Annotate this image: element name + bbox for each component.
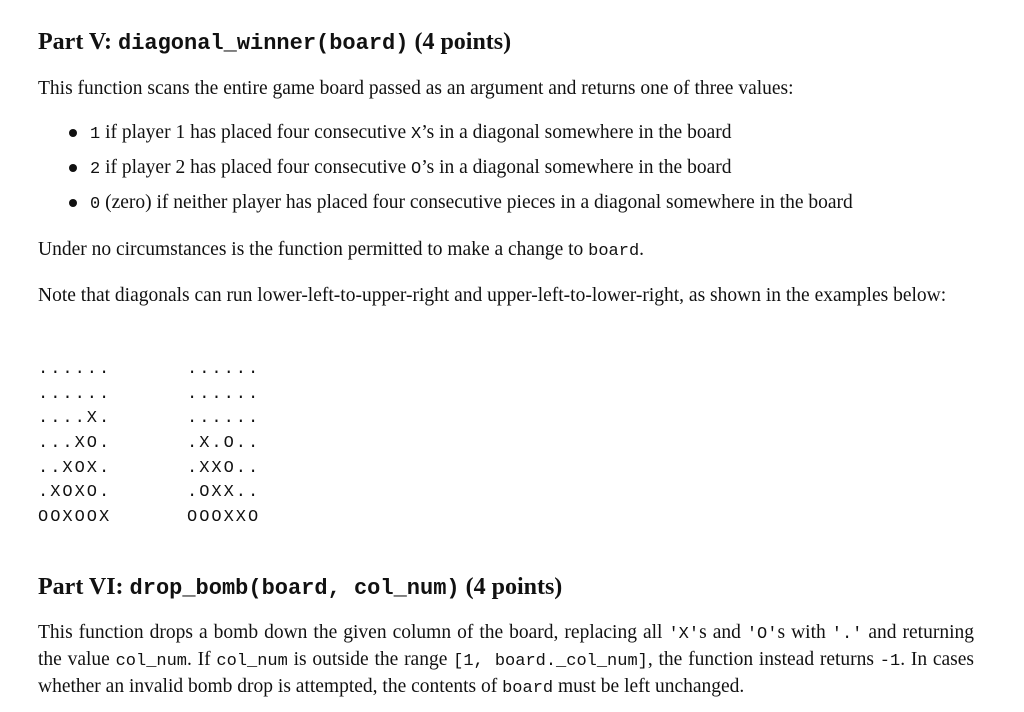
- board-row: ....X.: [38, 409, 112, 429]
- board-row: ......: [38, 360, 112, 379]
- board-row: .XXO..: [187, 458, 261, 478]
- return-values-list: [38, 120, 853, 225]
- board-row: OOOXXO: [187, 508, 261, 528]
- board-row: .X.O..: [187, 434, 261, 454]
- board-row: ......: [187, 384, 261, 404]
- part5-heading: Part V: diagonal_winner(board) (4 points): [38, 29, 512, 56]
- part6-description: This function drops a bomb down the given column of the board, replacing all 'X's and 'O's with '.' and returning the value col_num. If col_num is outside the range [1, board._col_num], the function instead returns -1. In cases whether an invalid bomb drop is attempted, the contents of board must be left unchanged.: [38, 622, 975, 698]
- board-row: ...XO.: [38, 434, 112, 454]
- bullet-dot-icon: [69, 164, 77, 172]
- list-item: 2 if player 2 has placed four consecutive O’s in a diagonal somewhere in the board: [38, 155, 853, 190]
- list-item: 1 if player 1 has placed four consecutive X’s in a diagonal somewhere in the board: [38, 120, 853, 155]
- part6-heading: Part VI: drop_bomb(board, col_num) (4 points): [38, 574, 563, 601]
- example-board-1: [38, 358, 111, 531]
- bullet-dot-icon: [69, 129, 77, 137]
- no-change-paragraph: Under no circumstances is the function permitted to make a change to board.: [38, 239, 645, 261]
- board-row: ..XOX.: [38, 458, 112, 478]
- board-row: ......: [187, 360, 261, 379]
- example-board-2: [187, 358, 260, 531]
- list-item: 0 (zero) if neither player has placed four consecutive pieces in a diagonal somewhere in the board: [38, 190, 853, 225]
- board-row: .XOXO.: [38, 483, 112, 503]
- board-row: ......: [187, 409, 261, 429]
- part6-heading-code: drop_bomb(board, col_num): [129, 576, 460, 601]
- diagonal-note: Note that diagonals can run lower-left-to-upper-right and upper-left-to-lower-right, as shown in the examples below:: [38, 285, 947, 306]
- part5-intro: This function scans the entire game board passed as an argument and returns one of three values:: [38, 78, 794, 99]
- part5-heading-code: diagonal_winner(board): [118, 31, 409, 56]
- board-row: ......: [38, 384, 112, 404]
- board-row: OOXOOX: [38, 508, 112, 528]
- board-row: .OXX..: [187, 483, 261, 503]
- bullet-dot-icon: [69, 199, 77, 207]
